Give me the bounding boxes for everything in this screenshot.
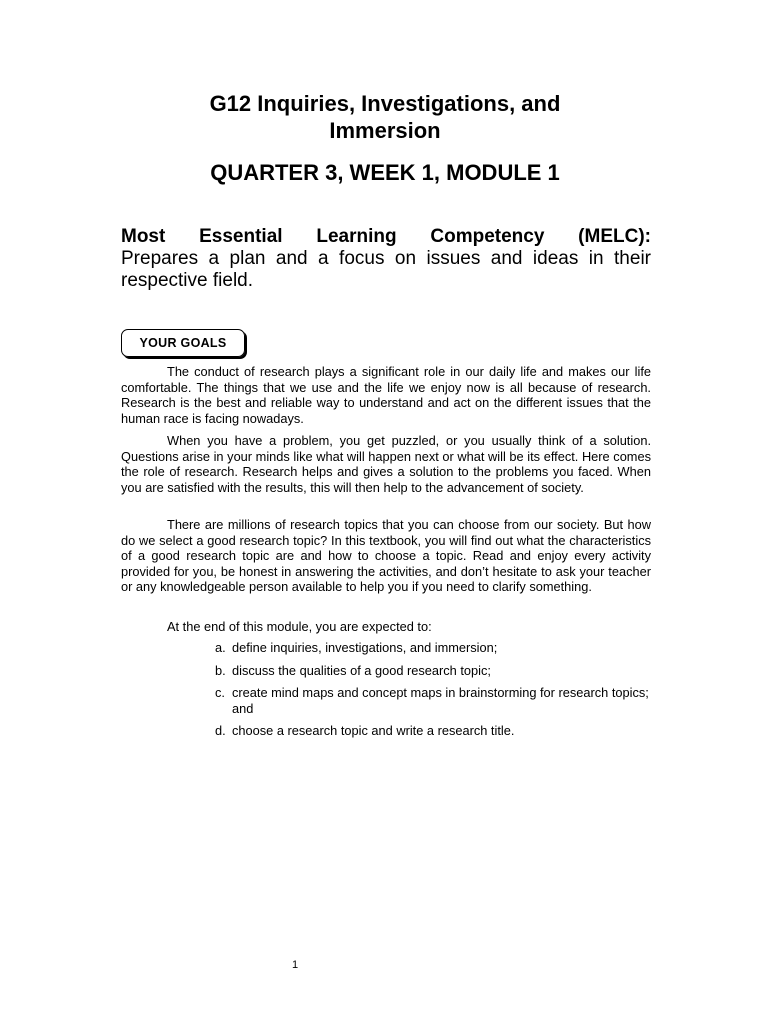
document-title-line2: Immersion <box>329 118 441 143</box>
document-title-line1: G12 Inquiries, Investigations, and <box>209 91 561 116</box>
objective-text: choose a research topic and write a research title. <box>232 723 515 738</box>
objective-item <box>215 685 655 716</box>
objective-marker: d. <box>215 723 226 738</box>
objective-text: create mind maps and concept maps in brainstorming for research topics; and <box>232 685 649 716</box>
goals-paragraph-3: There are millions of research topics that you can choose from our society. But how do we select a good research topic? In this textbook, you will find out what the characteristics of a good research topic are and how to choose a topic. Read and enjoy every activity provided for you, be honest in answering the activities, and don’t hesitate to ask your teacher or any knowledgeable person available to help you if you need to clarify something. <box>121 517 651 594</box>
objective-item <box>215 723 655 739</box>
page-number: 1 <box>292 959 299 971</box>
objective-marker: c. <box>215 685 225 700</box>
objective-text: define inquiries, investigations, and immersion; <box>232 640 498 655</box>
melc-label: Most Essential Learning Competency (MELC): <box>121 226 651 247</box>
objective-item <box>215 663 655 679</box>
objective-marker: b. <box>215 662 226 678</box>
objectives-list <box>215 640 655 746</box>
melc-section <box>121 226 651 292</box>
objective-text: discuss the qualities of a good research topic; <box>232 662 491 678</box>
module-subtitle: QUARTER 3, WEEK 1, MODULE 1 <box>210 160 560 185</box>
goals-paragraph-4: At the end of this module, you are expected to: <box>167 619 432 634</box>
goals-paragraph-2: When you have a problem, you get puzzled, or you usually think of a solution. Questions arise in your minds like what will happen next or what will be its effect. Here comes the role of research. Research helps and gives a solution to the problems you faced. When you are satisfied with the results, this will then help to the advancement of society. <box>121 433 651 495</box>
goals-paragraph-1: The conduct of research plays a significant role in our daily life and makes our life comfortable. The things that we use and the life we enjoy now is all because of research. Research is the best and reliable way to understand and act on the different issues that the human race is facing nowadays. <box>121 364 651 426</box>
objective-marker: a. <box>215 640 226 655</box>
melc-text: Prepares a plan and a focus on issues and ideas in their respective field. <box>121 248 651 291</box>
objective-item <box>215 640 655 656</box>
your-goals-heading: YOUR GOALS <box>121 329 245 357</box>
